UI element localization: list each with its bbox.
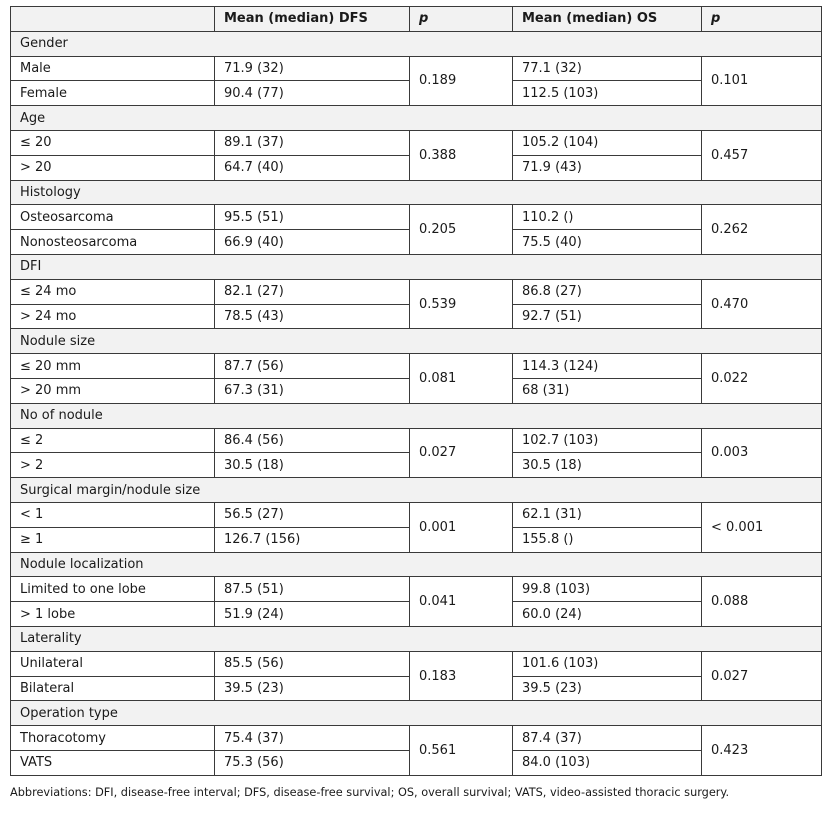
group-label: Operation type (11, 701, 822, 726)
group-row (11, 478, 822, 503)
dfs-value: 95.5 (51) (215, 205, 410, 230)
table-row (11, 205, 822, 230)
group-row (11, 106, 822, 131)
os-value: 99.8 (103) (513, 577, 702, 602)
dfs-value: 85.5 (56) (215, 651, 410, 676)
header-variable (11, 7, 215, 32)
dfs-value: 56.5 (27) (215, 502, 410, 527)
group-row (11, 701, 822, 726)
dfs-value: 75.4 (37) (215, 726, 410, 751)
group-row (11, 626, 822, 651)
p-dfs-value: 0.081 (410, 354, 513, 404)
dfs-value: 51.9 (24) (215, 602, 410, 627)
row-label: < 1 (11, 502, 215, 527)
survival-table (10, 6, 822, 776)
row-label: ≤ 24 mo (11, 279, 215, 304)
p-dfs-value: 0.001 (410, 502, 513, 552)
group-row (11, 254, 822, 279)
p-os-value: 0.457 (702, 130, 822, 180)
row-label: > 1 lobe (11, 602, 215, 627)
row-label: > 24 mo (11, 304, 215, 329)
os-value: 60.0 (24) (513, 602, 702, 627)
row-label: > 20 (11, 155, 215, 180)
dfs-value: 87.7 (56) (215, 354, 410, 379)
os-value: 102.7 (103) (513, 428, 702, 453)
p-os-value: 0.022 (702, 354, 822, 404)
table-row (11, 577, 822, 602)
dfs-value: 90.4 (77) (215, 81, 410, 106)
dfs-value: 64.7 (40) (215, 155, 410, 180)
os-value: 101.6 (103) (513, 651, 702, 676)
row-label: VATS (11, 750, 215, 775)
p-dfs-value: 0.388 (410, 130, 513, 180)
table-row (11, 502, 822, 527)
table-row (11, 130, 822, 155)
p-os-value: 0.423 (702, 726, 822, 776)
dfs-value: 39.5 (23) (215, 676, 410, 701)
os-value: 30.5 (18) (513, 453, 702, 478)
header-p-dfs: p (410, 7, 513, 32)
dfs-value: 82.1 (27) (215, 279, 410, 304)
os-value: 86.8 (27) (513, 279, 702, 304)
header-dfs: Mean (median) DFS (215, 7, 410, 32)
p-dfs-value: 0.539 (410, 279, 513, 329)
table-row (11, 279, 822, 304)
row-label: Osteosarcoma (11, 205, 215, 230)
os-value: 68 (31) (513, 378, 702, 403)
os-value: 112.5 (103) (513, 81, 702, 106)
group-label: Surgical margin/nodule size (11, 478, 822, 503)
dfs-value: 30.5 (18) (215, 453, 410, 478)
group-label: Nodule localization (11, 552, 822, 577)
header-os: Mean (median) OS (513, 7, 702, 32)
p-dfs-value: 0.041 (410, 577, 513, 627)
group-row (11, 552, 822, 577)
group-label: Nodule size (11, 329, 822, 354)
row-label: ≤ 20 mm (11, 354, 215, 379)
p-dfs-value: 0.205 (410, 205, 513, 255)
table-row (11, 428, 822, 453)
group-row (11, 180, 822, 205)
table-row (11, 354, 822, 379)
os-value: 84.0 (103) (513, 750, 702, 775)
dfs-value: 66.9 (40) (215, 230, 410, 255)
os-value: 155.8 () (513, 527, 702, 552)
row-label: > 2 (11, 453, 215, 478)
dfs-value: 78.5 (43) (215, 304, 410, 329)
p-dfs-value: 0.189 (410, 56, 513, 106)
p-os-value: 0.027 (702, 651, 822, 701)
dfs-value: 86.4 (56) (215, 428, 410, 453)
row-label: Female (11, 81, 215, 106)
os-value: 75.5 (40) (513, 230, 702, 255)
row-label: Thoracotomy (11, 726, 215, 751)
header-p-os: p (702, 7, 822, 32)
os-value: 105.2 (104) (513, 130, 702, 155)
header-row (11, 7, 822, 32)
os-value: 77.1 (32) (513, 56, 702, 81)
p-os-value: 0.262 (702, 205, 822, 255)
table-row (11, 56, 822, 81)
row-label: ≤ 2 (11, 428, 215, 453)
footnote: Abbreviations: DFI, disease-free interval; DFS, disease-free survival; OS, overall survival; VATS, video-assisted thoracic surgery. (10, 786, 730, 799)
dfs-value: 75.3 (56) (215, 750, 410, 775)
table-row (11, 651, 822, 676)
row-label: ≥ 1 (11, 527, 215, 552)
group-label: Gender (11, 31, 822, 56)
row-label: ≤ 20 (11, 130, 215, 155)
group-label: Histology (11, 180, 822, 205)
dfs-value: 67.3 (31) (215, 378, 410, 403)
p-dfs-value: 0.027 (410, 428, 513, 478)
row-label: Unilateral (11, 651, 215, 676)
os-value: 39.5 (23) (513, 676, 702, 701)
os-value: 92.7 (51) (513, 304, 702, 329)
p-os-value: 0.101 (702, 56, 822, 106)
group-row (11, 329, 822, 354)
group-label: No of nodule (11, 403, 822, 428)
p-os-value: 0.470 (702, 279, 822, 329)
dfs-value: 87.5 (51) (215, 577, 410, 602)
os-value: 110.2 () (513, 205, 702, 230)
dfs-value: 126.7 (156) (215, 527, 410, 552)
p-os-value: 0.003 (702, 428, 822, 478)
group-label: Laterality (11, 626, 822, 651)
p-dfs-value: 0.183 (410, 651, 513, 701)
os-value: 87.4 (37) (513, 726, 702, 751)
row-label: > 20 mm (11, 378, 215, 403)
row-label: Limited to one lobe (11, 577, 215, 602)
dfs-value: 71.9 (32) (215, 56, 410, 81)
os-value: 71.9 (43) (513, 155, 702, 180)
group-label: DFI (11, 254, 822, 279)
p-os-value: < 0.001 (702, 502, 822, 552)
p-os-value: 0.088 (702, 577, 822, 627)
row-label: Nonosteosarcoma (11, 230, 215, 255)
group-row (11, 403, 822, 428)
table-row (11, 726, 822, 751)
dfs-value: 89.1 (37) (215, 130, 410, 155)
row-label: Bilateral (11, 676, 215, 701)
os-value: 114.3 (124) (513, 354, 702, 379)
p-dfs-value: 0.561 (410, 726, 513, 776)
group-row (11, 31, 822, 56)
group-label: Age (11, 106, 822, 131)
row-label: Male (11, 56, 215, 81)
os-value: 62.1 (31) (513, 502, 702, 527)
